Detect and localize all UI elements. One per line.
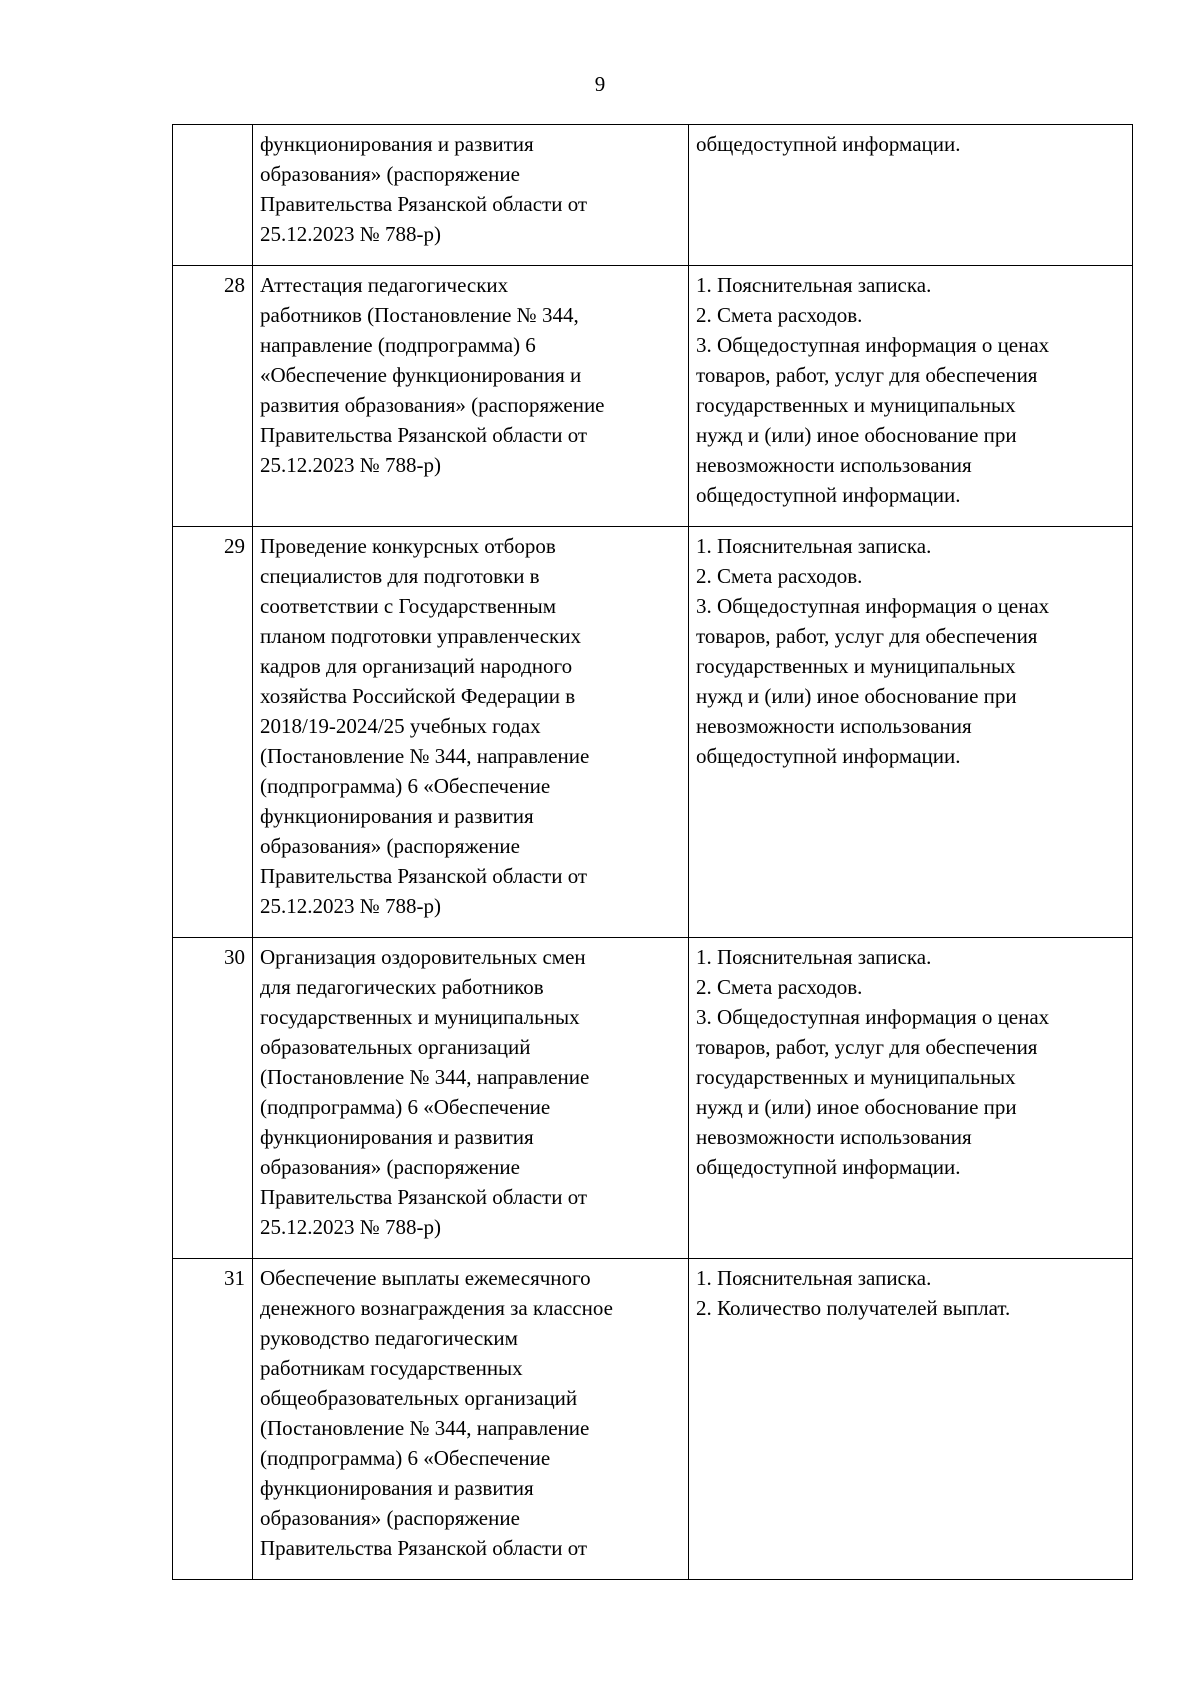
description-line: Проведение конкурсных отборов <box>260 534 556 558</box>
documents-line: государственных и муниципальных <box>696 654 1016 678</box>
row-number: 31 <box>224 1266 245 1290</box>
description-line: 25.12.2023 № 788-р) <box>260 894 442 918</box>
description-line: Правительства Рязанской области от <box>260 1536 588 1560</box>
documents-line: товаров, работ, услуг для обеспечения <box>696 363 1038 387</box>
row-number: 29 <box>224 534 245 558</box>
row-number-cell <box>173 125 253 266</box>
documents-line: невозможности использования <box>696 453 972 477</box>
document-table <box>172 124 1133 1580</box>
description-line: «Обеспечение функционирования и <box>260 363 582 387</box>
description-line: (подпрограмма) 6 «Обеспечение <box>260 774 551 798</box>
table-row <box>173 527 1133 938</box>
documents-line: 2. Смета расходов. <box>696 303 863 327</box>
documents-cell <box>689 125 1133 266</box>
description-line: для педагогических работников <box>260 975 544 999</box>
description-line: специалистов для подготовки в <box>260 564 540 588</box>
description-line: работников (Постановление № 344, <box>260 303 579 327</box>
documents-line: 1. Пояснительная записка. <box>696 534 932 558</box>
description-line: (подпрограмма) 6 «Обеспечение <box>260 1446 551 1470</box>
description-line: руководство педагогическим <box>260 1326 518 1350</box>
documents-line: 1. Пояснительная записка. <box>696 1266 932 1290</box>
documents-line: 1. Пояснительная записка. <box>696 945 932 969</box>
description-line: Правительства Рязанской области от <box>260 192 588 216</box>
description-line: Правительства Рязанской области от <box>260 423 588 447</box>
description-line: (подпрограмма) 6 «Обеспечение <box>260 1095 551 1119</box>
description-cell <box>253 1259 689 1580</box>
row-number-cell <box>173 266 253 527</box>
documents-line: 3. Общедоступная информация о ценах <box>696 333 1050 357</box>
description-line: образования» (распоряжение <box>260 162 520 186</box>
description-line: общеобразовательных организаций <box>260 1386 578 1410</box>
description-line: функционирования и развития <box>260 804 534 828</box>
documents-line: 3. Общедоступная информация о ценах <box>696 1005 1050 1029</box>
description-line: образовательных организаций <box>260 1035 531 1059</box>
description-line: 25.12.2023 № 788-р) <box>260 222 442 246</box>
row-number-cell <box>173 527 253 938</box>
table-row <box>173 938 1133 1259</box>
description-line: образования» (распоряжение <box>260 834 520 858</box>
documents-cell <box>689 1259 1133 1580</box>
description-line: (Постановление № 344, направление <box>260 744 590 768</box>
description-line: образования» (распоряжение <box>260 1506 520 1530</box>
documents-line: невозможности использования <box>696 1125 972 1149</box>
documents-line: 2. Смета расходов. <box>696 975 863 999</box>
documents-line: общедоступной информации. <box>696 744 961 768</box>
row-number: 28 <box>224 273 245 297</box>
description-line: функционирования и развития <box>260 1476 534 1500</box>
documents-line: общедоступной информации. <box>696 132 961 156</box>
description-line: Организация оздоровительных смен <box>260 945 586 969</box>
description-line: кадров для организаций народного <box>260 654 573 678</box>
documents-cell <box>689 527 1133 938</box>
documents-line: общедоступной информации. <box>696 1155 961 1179</box>
documents-cell <box>689 938 1133 1259</box>
description-line: работникам государственных <box>260 1356 523 1380</box>
page-number: 9 <box>594 72 606 96</box>
description-line: государственных и муниципальных <box>260 1005 580 1029</box>
description-cell <box>253 266 689 527</box>
description-line: 25.12.2023 № 788-р) <box>260 1215 442 1239</box>
documents-line: товаров, работ, услуг для обеспечения <box>696 1035 1038 1059</box>
description-line: образования» (распоряжение <box>260 1155 520 1179</box>
row-number-cell <box>173 938 253 1259</box>
description-line: планом подготовки управленческих <box>260 624 581 648</box>
documents-line: 2. Количество получателей выплат. <box>696 1296 1011 1320</box>
description-line: Правительства Рязанской области от <box>260 1185 588 1209</box>
description-cell <box>253 527 689 938</box>
documents-cell <box>689 266 1133 527</box>
documents-line: 2. Смета расходов. <box>696 564 863 588</box>
documents-line: государственных и муниципальных <box>696 393 1016 417</box>
description-line: направление (подпрограмма) 6 <box>260 333 536 357</box>
table-row <box>173 125 1133 266</box>
description-cell <box>253 125 689 266</box>
description-line: (Постановление № 344, направление <box>260 1065 590 1089</box>
description-line: развития образования» (распоряжение <box>260 393 605 417</box>
documents-line: 3. Общедоступная информация о ценах <box>696 594 1050 618</box>
documents-line: нужд и (или) иное обоснование при <box>696 684 1017 708</box>
description-line: функционирования и развития <box>260 132 534 156</box>
description-line: Обеспечение выплаты ежемесячного <box>260 1266 591 1290</box>
documents-line: государственных и муниципальных <box>696 1065 1016 1089</box>
table-row <box>173 1259 1133 1580</box>
description-line: Аттестация педагогических <box>260 273 509 297</box>
documents-line: товаров, работ, услуг для обеспечения <box>696 624 1038 648</box>
table-row <box>173 266 1133 527</box>
row-number: 30 <box>224 945 245 969</box>
description-line: соответствии с Государственным <box>260 594 557 618</box>
description-line: хозяйства Российской Федерации в <box>260 684 576 708</box>
description-line: 2018/19-2024/25 учебных годах <box>260 714 541 738</box>
table-body <box>173 125 1133 1580</box>
documents-line: нужд и (или) иное обоснование при <box>696 1095 1017 1119</box>
description-cell <box>253 938 689 1259</box>
documents-line: нужд и (или) иное обоснование при <box>696 423 1017 447</box>
description-line: Правительства Рязанской области от <box>260 864 588 888</box>
description-line: функционирования и развития <box>260 1125 534 1149</box>
documents-line: 1. Пояснительная записка. <box>696 273 932 297</box>
documents-line: общедоступной информации. <box>696 483 961 507</box>
documents-line: невозможности использования <box>696 714 972 738</box>
row-number-cell <box>173 1259 253 1580</box>
description-line: (Постановление № 344, направление <box>260 1416 590 1440</box>
description-line: денежного вознаграждения за классное <box>260 1296 613 1320</box>
description-line: 25.12.2023 № 788-р) <box>260 453 442 477</box>
